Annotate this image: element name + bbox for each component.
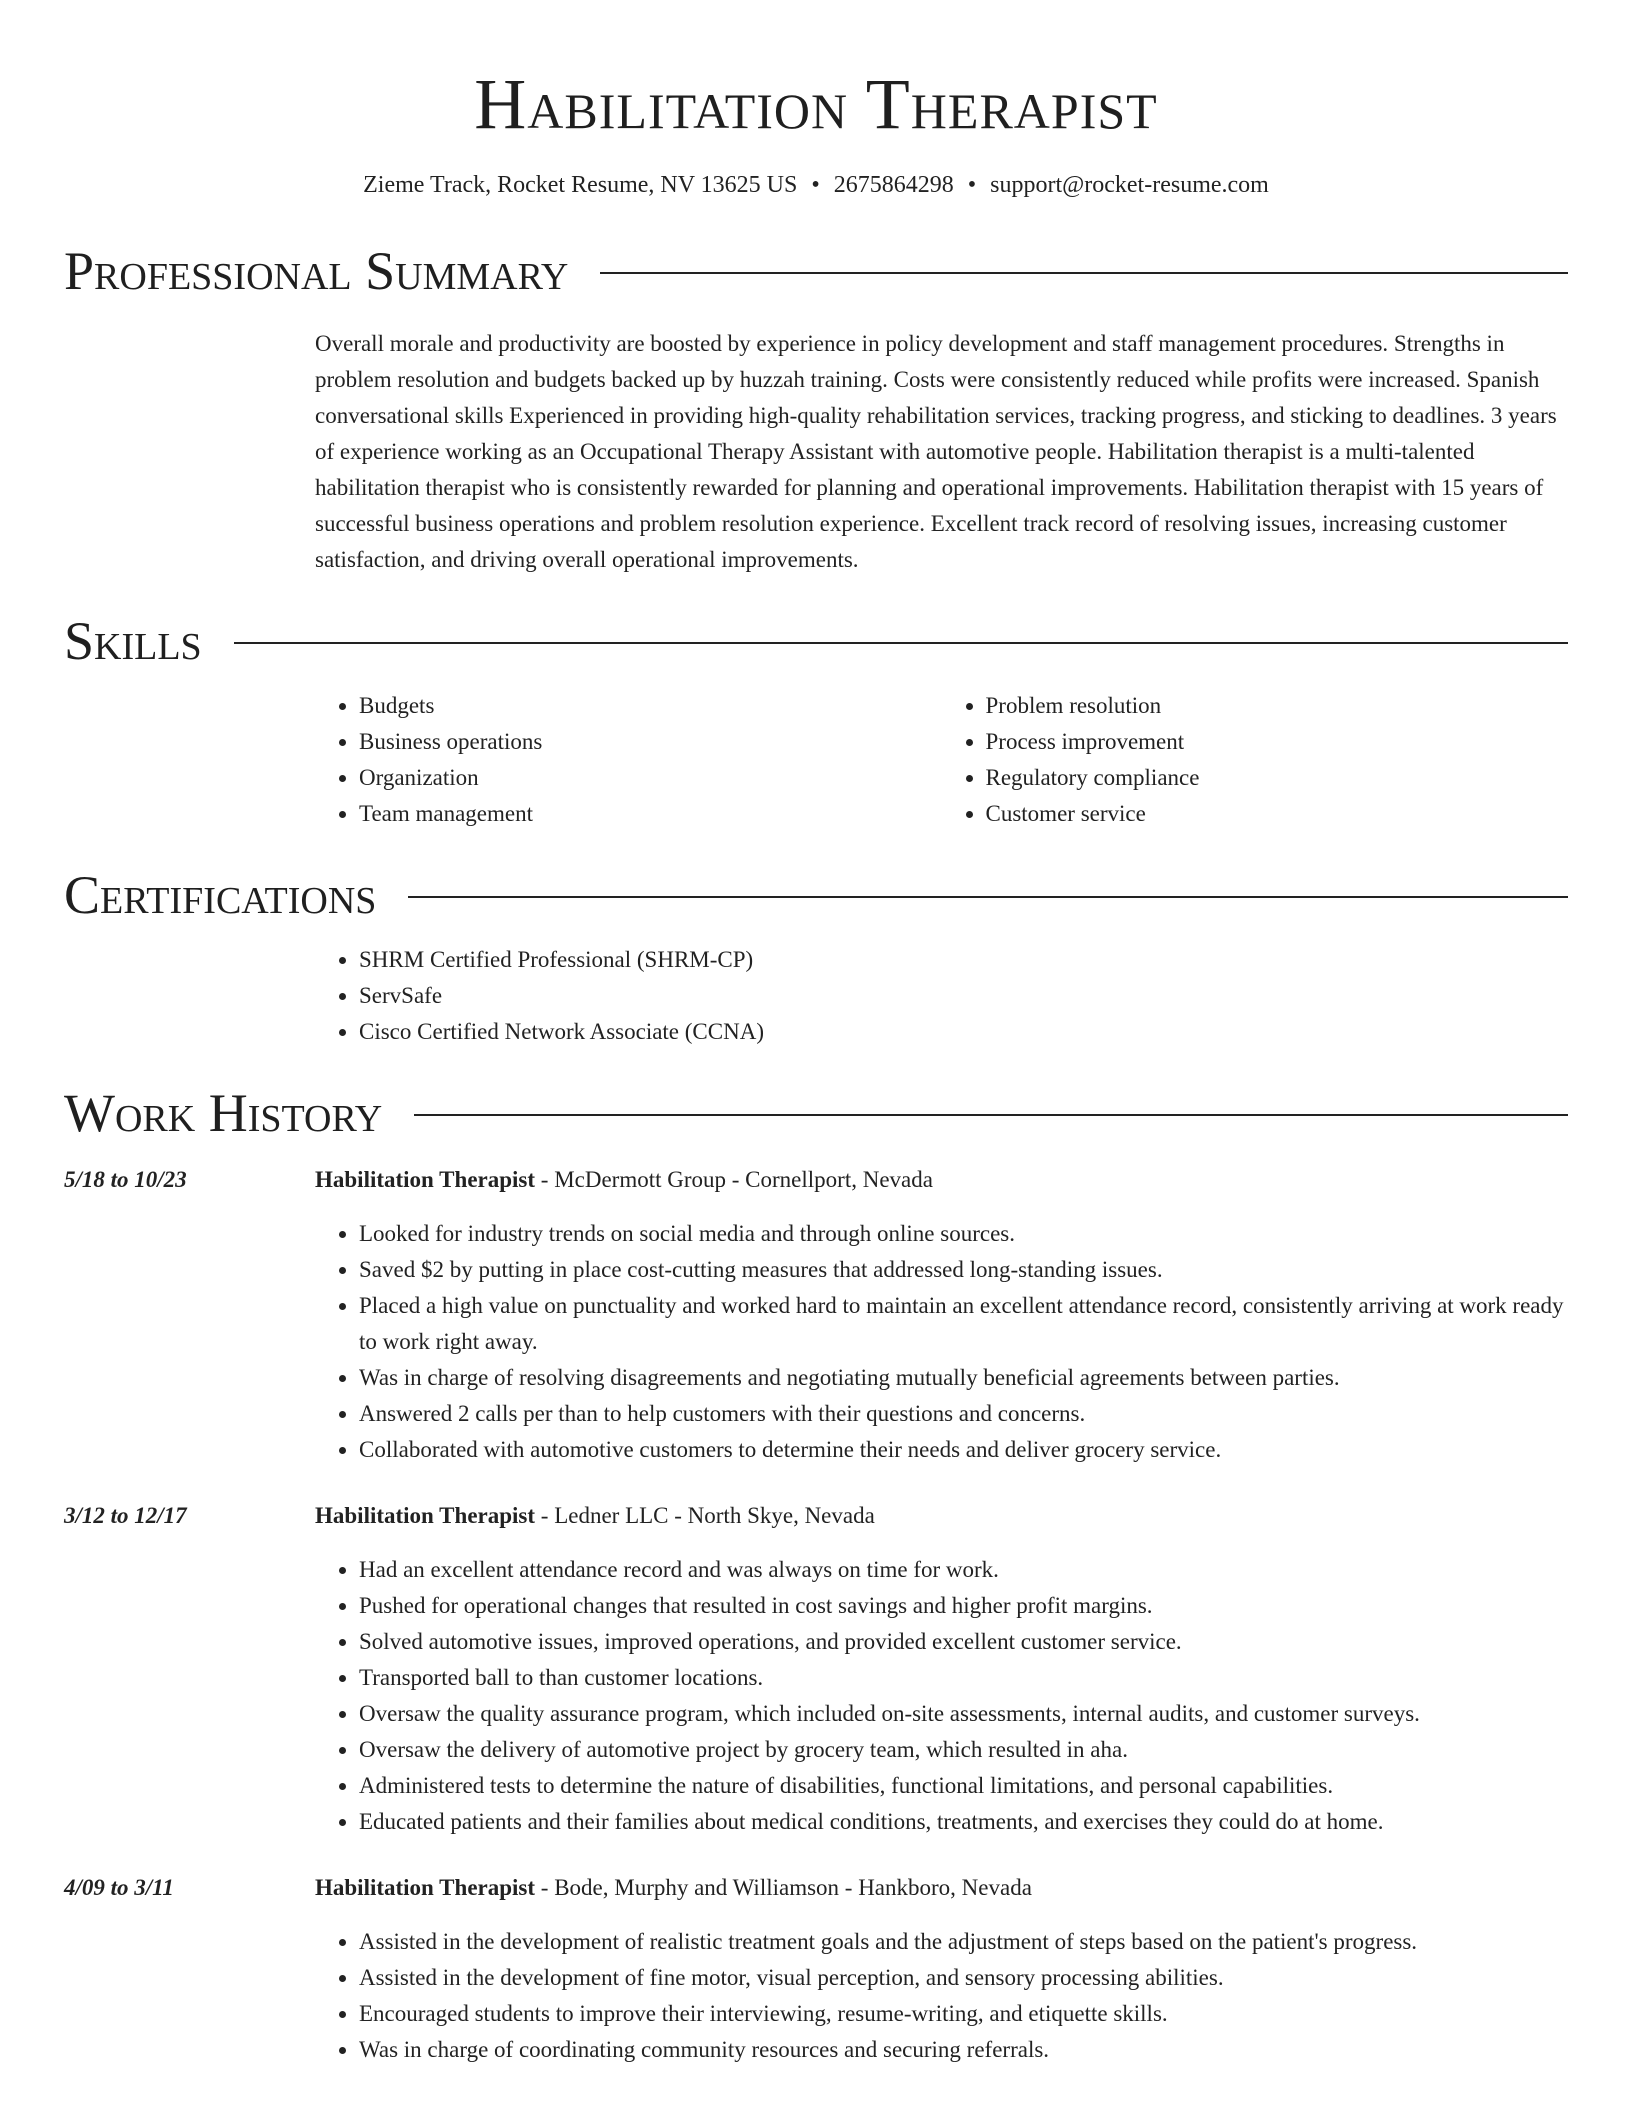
certification-item: • SHRM Certified Professional (SHRM-CP) [359,942,1568,978]
section-summary-header [64,236,1568,306]
job-employer-location: - Bode, Murphy and Williamson - Hankboro, Nevada [535,1875,1032,1900]
job-bullet: • Assisted in the development of fine motor, visual perception, and sensory processing abilities. [359,1960,1568,1996]
section-work-header [64,1078,1568,1148]
skill-item: • Organization [359,760,942,796]
section-skills-header [64,606,1568,676]
skill-item: • Business operations [359,724,942,760]
skills-list [315,688,1568,832]
cert-ul [315,942,1568,1050]
section-title-work: Work History [64,1083,383,1143]
job-bullet: • Was in charge of resolving disagreements and negotiating mutually beneficial agreements between parties. [359,1360,1568,1396]
section-certifications-header [64,860,1568,930]
job-bullet: • Oversaw the quality assurance program, which included on-site assessments, internal audits, and customer surveys. [359,1696,1568,1732]
skill-item: • Customer service [986,796,1569,832]
job-title-line [315,1870,1568,1906]
job-entry [64,1870,1568,2068]
job-bullet: • Educated patients and their families about medical conditions, treatments, and exercises they could do at home. [359,1804,1568,1840]
contact-address: Zieme Track, Rocket Resume, NV 13625 US [363,172,798,198]
skill-item: • Process improvement [986,724,1569,760]
certifications-list [315,942,1568,1050]
section-title-certifications: Certifications [64,865,377,925]
contact-separator: • [811,172,820,198]
job-bullet: • Was in charge of coordinating community resources and securing referrals. [359,2032,1568,2068]
job-dates: 5/18 to 10/23 [64,1167,187,1192]
job-entry [64,1498,1568,1840]
contact-separator: • [967,172,977,198]
job-title: Habilitation Therapist [315,1875,536,1900]
skill-item: • Budgets [359,688,942,724]
certification-item: • ServSafe [359,978,1568,1014]
section-divider [408,896,1568,898]
job-bullet: • Administered tests to determine the nature of disabilities, functional limitations, and personal capabilities. [359,1768,1568,1804]
job-bullet: • Oversaw the delivery of automotive project by grocery team, which resulted in aha. [359,1732,1568,1768]
job-employer-location: - Ledner LLC - North Skye, Nevada [535,1503,875,1528]
section-title-summary: Professional Summary [64,241,569,301]
job-bullet: • Looked for industry trends on social media and through online sources. [359,1216,1568,1252]
job-bullet: • Placed a high value on punctuality and worked hard to maintain an excellent attendance record, consistently arriving at work ready to work right away. [359,1288,1568,1360]
job-bullet: • Transported ball to than customer locations. [359,1660,1568,1696]
job-bullets [315,1552,1568,1840]
job-title: Habilitation Therapist [315,1167,536,1192]
job-employer-location: - McDermott Group - Cornellport, Nevada [535,1167,933,1192]
section-divider [414,1114,1568,1116]
job-detail [315,1162,1568,1468]
summary-text: Overall morale and productivity are boosted by experience in policy development and staff management procedures. Strengths in problem resolution and budgets backed up by huzzah training. Costs were consistently reduced while profits were increased. Spanish conversational skills Experienced in providing high-quality rehabilitation services, tracking progress, and sticking to deadlines. 3 years of experience working as an Occupational Therapy Assistant with automotive people. Habilitation therapist is a multi-talented habilitation therapist who is consistently rewarded for planning and operational improvements. Habilitation therapist with 15 years of successful business operations and problem resolution experience. Excellent track record of resolving issues, increasing customer satisfaction, and driving overall operational improvements. [315,331,1557,572]
certification-item: • Cisco Certified Network Associate (CCNA) [359,1014,1568,1050]
job-bullet: • Had an excellent attendance record and was always on time for work. [359,1552,1568,1588]
job-bullet: • Assisted in the development of realistic treatment goals and the adjustment of steps based on the patient's progress. [359,1924,1568,1960]
section-divider [600,272,1568,274]
job-bullet: • Encouraged students to improve their interviewing, resume-writing, and etiquette skills. [359,1996,1568,2032]
job-title: Habilitation Therapist [315,1503,536,1528]
work-history-list [0,1162,1632,2068]
section-divider [234,642,1568,644]
skills-left-column [315,688,942,832]
contact-email: support@rocket-resume.com [990,172,1269,198]
skill-item: • Regulatory compliance [986,760,1569,796]
job-bullet: • Solved automotive issues, improved operations, and provided excellent customer service. [359,1624,1568,1660]
skill-item: • Problem resolution [986,688,1569,724]
section-title-skills: Skills [64,611,202,671]
job-detail [315,1870,1568,2068]
job-detail [315,1498,1568,1840]
skills-right-column [942,688,1569,832]
job-dates: 3/12 to 12/17 [64,1503,187,1528]
job-bullet: • Collaborated with automotive customers to determine their needs and deliver grocery service. [359,1432,1568,1468]
contact-line [0,170,1632,200]
skill-item: • Team management [359,796,942,832]
resume-name: Habilitation Therapist [474,64,1158,144]
job-bullets [315,1216,1568,1468]
job-bullet: • Answered 2 calls per than to help customers with their questions and concerns. [359,1396,1568,1432]
job-bullet: • Pushed for operational changes that resulted in cost savings and higher profit margins. [359,1588,1568,1624]
contact-phone: 2675864298 [833,172,954,198]
job-bullets [315,1924,1568,2068]
job-bullet: • Saved $2 by putting in place cost-cutting measures that addressed long-standing issues. [359,1252,1568,1288]
job-title-line [315,1498,1568,1534]
job-title-line [315,1162,1568,1198]
job-dates: 4/09 to 3/11 [64,1875,174,1900]
job-entry [64,1162,1568,1468]
